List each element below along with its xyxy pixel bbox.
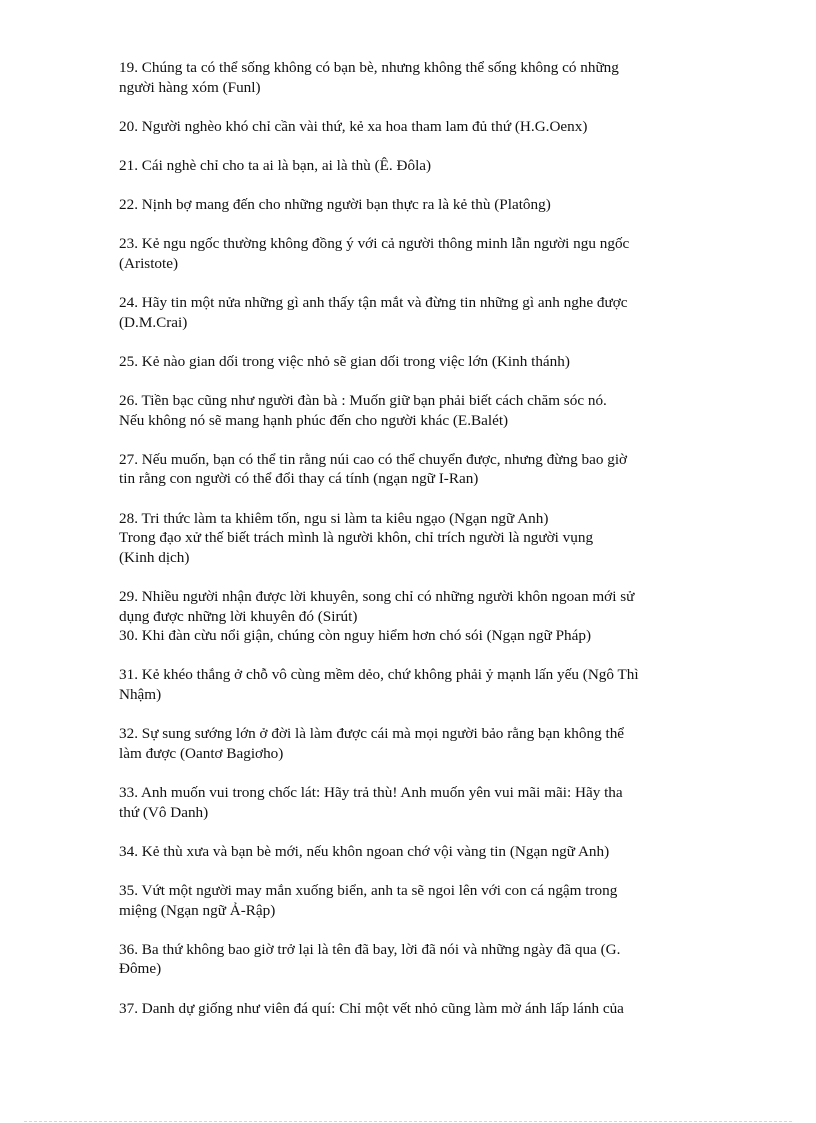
- quote-33: 33. Anh muốn vui trong chốc lát: Hãy trả thù! Anh muốn yên vui mãi mãi: Hãy tha thứ (Vô Danh): [119, 783, 623, 821]
- quote-20: 20. Người nghèo khó chỉ cần vài thứ, kẻ xa hoa tham lam đủ thứ (H.G.Oenx): [119, 117, 588, 135]
- quote-35: 35. Vứt một người may mắn xuống biển, anh ta sẽ ngoi lên với con cá ngậm trong miệng (Ngạn ngữ Ả-Rập): [119, 881, 618, 919]
- quote-34: 34. Kẻ thù xưa và bạn bè mới, nếu khôn ngoan chớ vội vàng tin (Ngạn ngữ Anh): [119, 842, 610, 860]
- quote-23: 23. Kẻ ngu ngốc thường không đồng ý với cả người thông minh lẫn người ngu ngốc (Aristote): [119, 235, 630, 272]
- page-bottom-divider: [24, 1121, 792, 1122]
- quotes-text-block: [119, 58, 709, 1038]
- quote-19: 19. Chúng ta có thể sống không có bạn bè, nhưng không thể sống không có những người hàng xóm (Funl): [119, 59, 619, 96]
- quote-25: 25. Kẻ nào gian dối trong việc nhỏ sẽ gian dối trong việc lớn (Kinh thánh): [119, 352, 570, 370]
- quote-30: 30. Khi đàn cừu nổi giận, chúng còn nguy hiểm hơn chó sói (Ngạn ngữ Pháp): [119, 627, 592, 645]
- quote-26: 26. Tiền bạc cũng như người đàn bà : Muốn giữ bạn phải biết cách chăm sóc nó. Nếu không nó sẽ mang hạnh phúc đến cho người khác (E.Balét): [119, 392, 607, 429]
- quote-24: 24. Hãy tin một nửa những gì anh thấy tận mắt và đừng tin những gì anh nghe được (D.M.Crai): [119, 294, 628, 331]
- quote-37: 37. Danh dự giống như viên đá quí: Chỉ một vết nhỏ cũng làm mờ ánh lấp lánh của: [119, 999, 624, 1017]
- quote-29: 29. Nhiều người nhận được lời khuyên, song chỉ có những người khôn ngoan mới sử dụng được những lời khuyên đó (Sirút): [119, 588, 635, 625]
- quote-27: 27. Nếu muốn, bạn có thể tin rằng núi cao có thể chuyển được, nhưng đừng bao giờ tin rằng con người có thể đổi thay cá tính (ngạn ngữ I-Ran): [119, 450, 628, 488]
- quote-22: 22. Nịnh bợ mang đến cho những người bạn thực ra là kẻ thù (Platông): [119, 196, 551, 214]
- quote-36: 36. Ba thứ không bao giờ trở lại là tên đã bay, lời đã nói và những ngày đã qua (G. Đôme): [119, 940, 621, 978]
- quote-31: 31. Kẻ khéo thắng ở chỗ vô cùng mềm dẻo, chứ không phải ỷ mạnh lấn yếu (Ngô Thì Nhậm): [119, 666, 639, 703]
- quote-28: 28. Tri thức làm ta khiêm tốn, ngu si làm ta kiêu ngạo (Ngạn ngữ Anh) Trong đạo xử thế biết trách mình là người khôn, chỉ trích người là người vụng (Kinh dịch): [119, 509, 594, 566]
- quote-32: 32. Sự sung sướng lớn ở đời là làm được cái mà mọi người bảo rằng bạn không thể làm được (Oantơ Bagiơho): [119, 725, 625, 762]
- quote-21: 21. Cái nghè chỉ cho ta ai là bạn, ai là thù (Ê. Đôla): [119, 156, 432, 174]
